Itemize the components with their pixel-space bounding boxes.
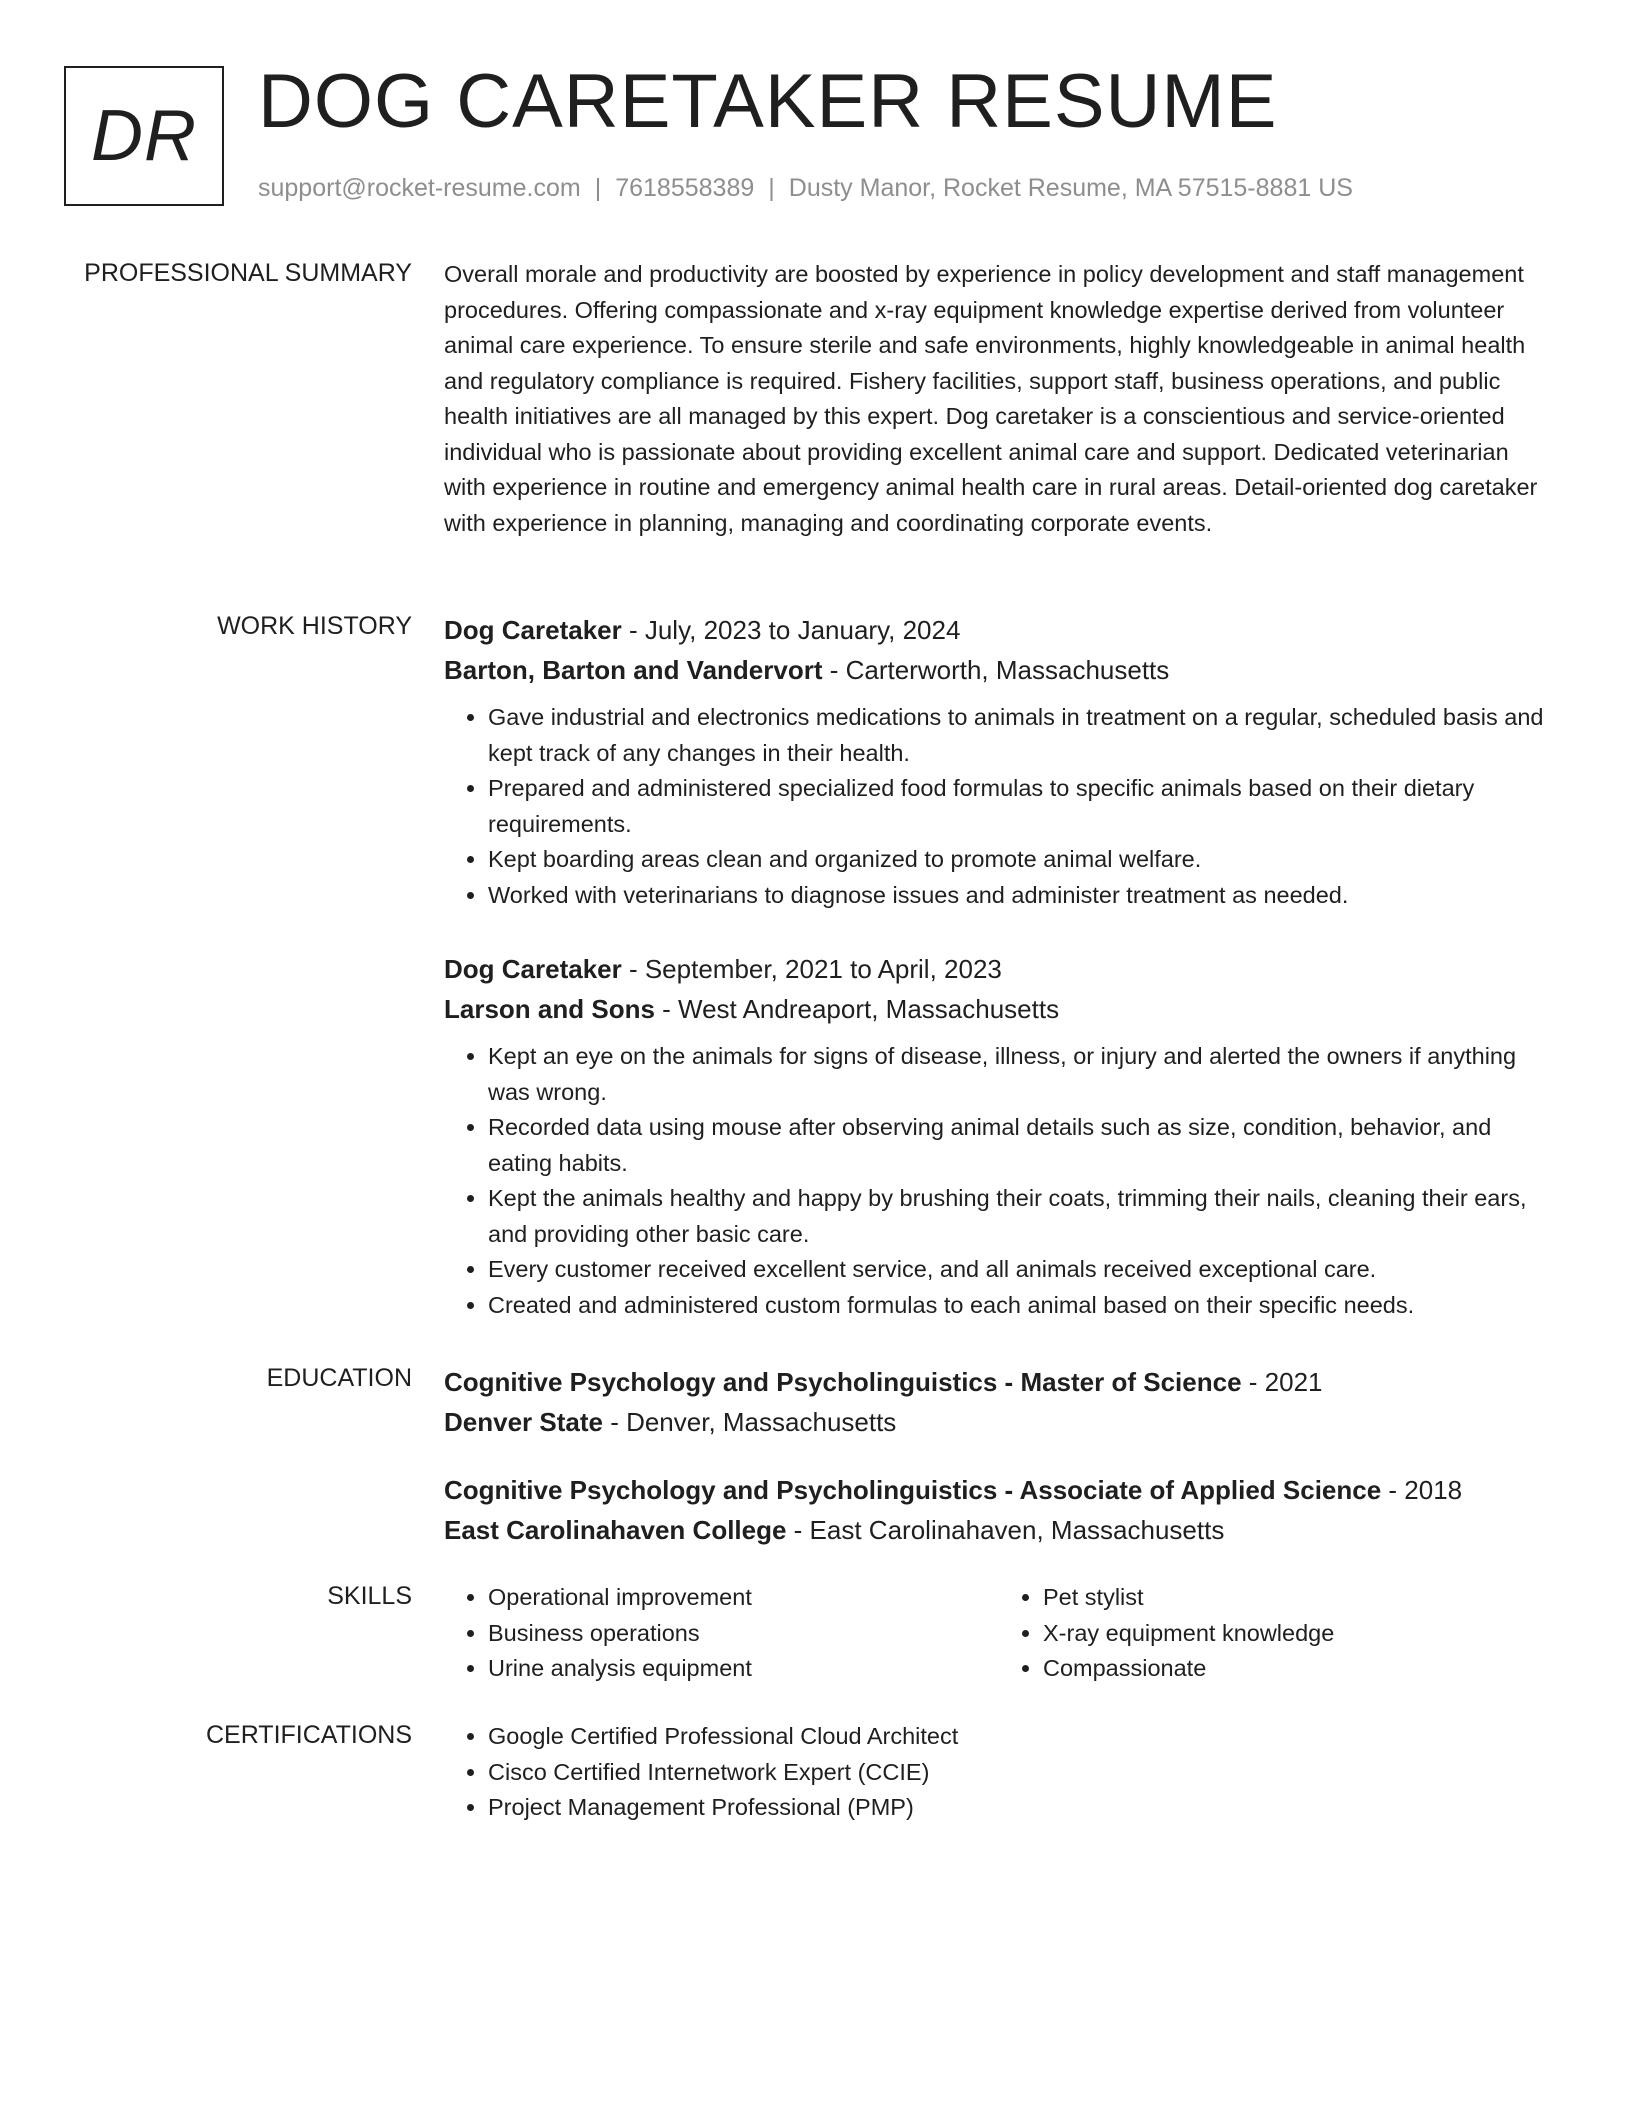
job-dates: - September, 2021 to April, 2023 xyxy=(621,954,1002,984)
job-company-line xyxy=(444,650,1554,690)
certification-item: • Cisco Certified Internetwork Expert (CCIE) xyxy=(488,1755,1554,1791)
skill-item: • Urine analysis equipment xyxy=(488,1651,999,1687)
job-dates: - July, 2023 to January, 2024 xyxy=(621,615,961,645)
skill-item: • X-ray equipment knowledge xyxy=(1043,1616,1554,1652)
education-year: - 2018 xyxy=(1381,1475,1463,1505)
skills-label: SKILLS xyxy=(327,1582,412,1610)
job-company: Larson and Sons xyxy=(444,994,655,1024)
monogram-initials: DR xyxy=(91,96,197,176)
job-bullet: • Prepared and administered specialized food formulas to specific animals based on their dietary requirements. xyxy=(488,771,1554,842)
job-bullet: • Kept the animals healthy and happy by brushing their coats, trimming their nails, cleaning their ears, and providing other basic care. xyxy=(488,1181,1554,1252)
contact-email: support@rocket-resume.com xyxy=(258,174,581,202)
skill-item: • Business operations xyxy=(488,1616,999,1652)
certification-item: • Project Management Professional (PMP) xyxy=(488,1790,1554,1826)
job-company-line xyxy=(444,989,1554,1029)
job-role: Dog Caretaker xyxy=(444,954,622,984)
job-location: - West Andreaport, Massachusetts xyxy=(654,994,1060,1024)
skills-list-left xyxy=(444,1580,999,1687)
education-school: Denver State xyxy=(444,1407,603,1437)
job-bullet: • Kept an eye on the animals for signs of disease, illness, or injury and alerted the owners if anything was wrong. xyxy=(488,1039,1554,1110)
job-bullets xyxy=(444,700,1554,913)
skill-item: • Pet stylist xyxy=(1043,1580,1554,1616)
education-entry xyxy=(444,1470,1554,1550)
education-label: EDUCATION xyxy=(266,1364,412,1392)
work-label: WORK HISTORY xyxy=(217,612,412,640)
job-bullet: • Created and administered custom formulas to each animal based on their specific needs. xyxy=(488,1288,1554,1324)
certifications-label: CERTIFICATIONS xyxy=(205,1721,412,1749)
education-degree: Cognitive Psychology and Psycholinguistics - Master of Science xyxy=(444,1367,1242,1397)
job-location: - Carterworth, Massachusetts xyxy=(822,655,1170,685)
skills-body xyxy=(444,1580,1554,1687)
monogram-box xyxy=(64,66,224,206)
job-title-line xyxy=(444,949,1554,989)
job-bullet: • Every customer received excellent service, and all animals received exceptional care. xyxy=(488,1252,1554,1288)
contact-separator: | xyxy=(594,174,602,202)
education-school-line xyxy=(444,1510,1554,1550)
job-bullets xyxy=(444,1039,1554,1323)
contact-address: Dusty Manor, Rocket Resume, MA 57515-8881 US xyxy=(788,174,1353,202)
job-role: Dog Caretaker xyxy=(444,615,622,645)
summary-label: PROFESSIONAL SUMMARY xyxy=(84,259,412,287)
skills-list-right xyxy=(999,1580,1554,1687)
job-entry xyxy=(444,949,1554,1323)
job-bullet: • Gave industrial and electronics medications to animals in treatment on a regular, scheduled basis and kept track of any changes in their health. xyxy=(488,700,1554,771)
education-degree-line xyxy=(444,1470,1554,1510)
education-school-line xyxy=(444,1402,1554,1442)
contact-phone: 7618558389 xyxy=(615,174,755,202)
job-bullet: • Recorded data using mouse after observing animal details such as size, condition, behavior, and eating habits. xyxy=(488,1110,1554,1181)
education-degree-line xyxy=(444,1362,1554,1402)
job-title-line xyxy=(444,610,1554,650)
education-body xyxy=(444,1362,1554,1550)
certification-item: • Google Certified Professional Cloud Architect xyxy=(488,1719,1554,1755)
job-company: Barton, Barton and Vandervort xyxy=(444,655,823,685)
education-entry xyxy=(444,1362,1554,1442)
certifications-body xyxy=(444,1719,1554,1826)
resume-title: DOG CARETAKER RESUME xyxy=(258,59,1278,144)
contact-separator: | xyxy=(768,174,775,202)
work-body xyxy=(444,610,1554,1323)
job-bullet: • Worked with veterinarians to diagnose issues and administer treatment as needed. xyxy=(488,878,1554,914)
education-location: - Denver, Massachusetts xyxy=(602,1407,897,1437)
education-year: - 2021 xyxy=(1241,1367,1323,1397)
job-entry xyxy=(444,610,1554,913)
education-school: East Carolinahaven College xyxy=(444,1515,787,1545)
education-location: - East Carolinahaven, Massachusetts xyxy=(786,1515,1225,1545)
skill-item: • Operational improvement xyxy=(488,1580,999,1616)
certifications-list xyxy=(444,1719,1554,1826)
contact-line xyxy=(258,174,1353,203)
skill-item: • Compassionate xyxy=(1043,1651,1554,1687)
job-bullet: • Kept boarding areas clean and organized to promote animal welfare. xyxy=(488,842,1554,878)
education-degree: Cognitive Psychology and Psycholinguistics - Associate of Applied Science xyxy=(444,1475,1382,1505)
summary-text: Overall morale and productivity are boosted by experience in policy development and staff management procedures. Offering compassionate and x-ray equipment knowledge expertise derived from volunteer animal care experience. To ensure sterile and safe environments, highly knowledgeable in animal health and regulatory compliance is required. Fishery facilities, support staff, business operations, and public health initiatives are all managed by this expert. Dog caretaker is a conscientious and service-oriented individual who is passionate about providing excellent animal care and support. Dedicated veterinarian with experience in routine and emergency animal health care in rural areas. Detail-oriented dog caretaker with experience in planning, managing and coordinating corporate events. xyxy=(444,261,1538,536)
